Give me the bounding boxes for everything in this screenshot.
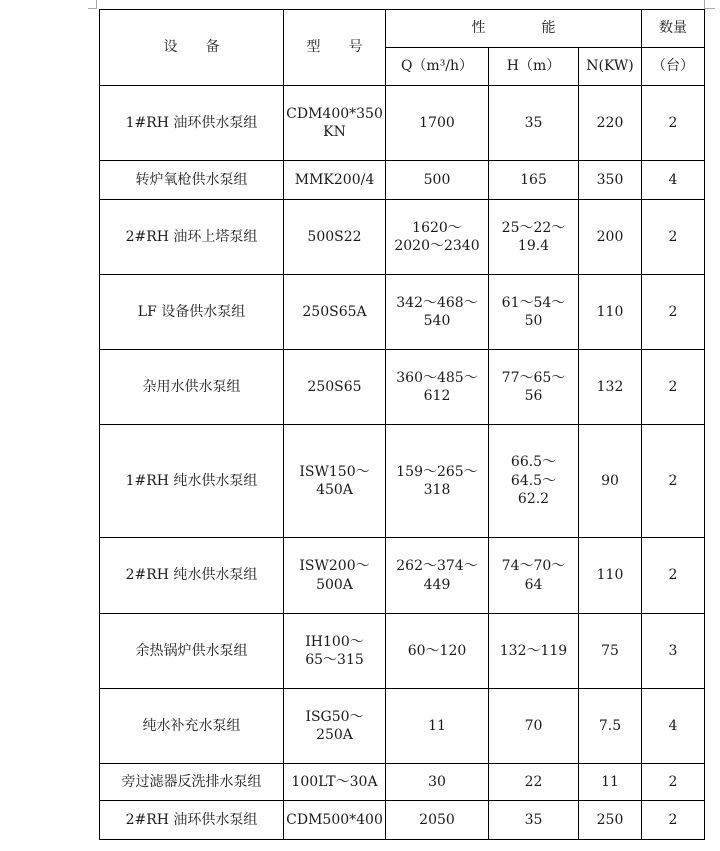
cell-model: 100LT～30A <box>284 764 386 801</box>
cell-flow: 342～468～ 540 <box>386 275 489 350</box>
cell-equipment: 2#RH 纯水供水泵组 <box>100 538 284 614</box>
cell-head: 61～54～ 50 <box>489 275 579 350</box>
cell-flow: 1620～ 2020～2340 <box>386 200 489 275</box>
table-row <box>100 764 705 801</box>
cell-head: 70 <box>489 689 579 764</box>
cell-flow: 60～120 <box>386 614 489 689</box>
cell-power: 110 <box>579 275 642 350</box>
cell-equipment: 1#RH 纯水供水泵组 <box>100 425 284 538</box>
cell-equipment: 余热锅炉供水泵组 <box>100 614 284 689</box>
header-flow: Q（m³/h） <box>386 48 489 86</box>
cell-equipment: 2#RH 油环供水泵组 <box>100 801 284 840</box>
cell-head: 22 <box>489 764 579 801</box>
table-row <box>100 425 705 538</box>
cell-equipment: 1#RH 油环供水泵组 <box>100 86 284 161</box>
table-row <box>100 86 705 161</box>
table-row <box>100 538 705 614</box>
cell-model: 250S65A <box>284 275 386 350</box>
header-power: N(KW) <box>579 48 642 86</box>
cell-flow: 11 <box>386 689 489 764</box>
header-performance: 性 能 <box>386 10 642 48</box>
cell-power: 7.5 <box>579 689 642 764</box>
cell-flow: 1700 <box>386 86 489 161</box>
cell-equipment: 杂用水供水泵组 <box>100 350 284 425</box>
cell-head: 66.5～ 64.5～ 62.2 <box>489 425 579 538</box>
cell-model: CDM400*350 KN <box>284 86 386 161</box>
cell-quantity: 4 <box>642 161 705 200</box>
cell-equipment: 转炉氧枪供水泵组 <box>100 161 284 200</box>
cell-quantity: 2 <box>642 425 705 538</box>
cell-quantity: 2 <box>642 350 705 425</box>
cell-power: 11 <box>579 764 642 801</box>
cell-quantity: 2 <box>642 275 705 350</box>
cell-flow: 262～374～ 449 <box>386 538 489 614</box>
table-row <box>100 275 705 350</box>
cell-power: 110 <box>579 538 642 614</box>
cell-flow: 30 <box>386 764 489 801</box>
cell-model: ISG50～ 250A <box>284 689 386 764</box>
cell-power: 220 <box>579 86 642 161</box>
cell-power: 200 <box>579 200 642 275</box>
table-row <box>100 200 705 275</box>
cell-power: 132 <box>579 350 642 425</box>
cell-head: 74～70～ 64 <box>489 538 579 614</box>
cell-head: 25～22～ 19.4 <box>489 200 579 275</box>
cell-quantity: 4 <box>642 689 705 764</box>
cell-head: 77～65～ 56 <box>489 350 579 425</box>
cell-head: 165 <box>489 161 579 200</box>
header-head: H（m） <box>489 48 579 86</box>
cell-quantity: 2 <box>642 801 705 840</box>
crop-mark-top-right <box>704 0 715 9</box>
table-row <box>100 350 705 425</box>
cell-quantity: 2 <box>642 86 705 161</box>
cell-model: MMK200/4 <box>284 161 386 200</box>
cell-equipment: 旁过滤器反洗排水泵组 <box>100 764 284 801</box>
header-model: 型 号 <box>284 10 386 86</box>
cell-flow: 500 <box>386 161 489 200</box>
cell-quantity: 2 <box>642 764 705 801</box>
header-unit: （台） <box>642 48 705 86</box>
cell-power: 350 <box>579 161 642 200</box>
crop-mark-top-left <box>88 0 97 9</box>
pump-equipment-table <box>99 9 705 840</box>
cell-flow: 159～265～ 318 <box>386 425 489 538</box>
cell-equipment: LF 设备供水泵组 <box>100 275 284 350</box>
cell-flow: 2050 <box>386 801 489 840</box>
cell-quantity: 3 <box>642 614 705 689</box>
header-equipment: 设 备 <box>100 10 284 86</box>
cell-model: CDM500*400 <box>284 801 386 840</box>
cell-equipment: 纯水补充水泵组 <box>100 689 284 764</box>
header-row-top <box>100 10 705 48</box>
cell-model: ISW200～ 500A <box>284 538 386 614</box>
cell-head: 35 <box>489 86 579 161</box>
cell-power: 250 <box>579 801 642 840</box>
cell-power: 75 <box>579 614 642 689</box>
cell-model: 250S65 <box>284 350 386 425</box>
cell-quantity: 2 <box>642 200 705 275</box>
header-quantity: 数量 <box>642 10 705 48</box>
table-row <box>100 689 705 764</box>
table-row <box>100 801 705 840</box>
cell-power: 90 <box>579 425 642 538</box>
cell-flow: 360～485～ 612 <box>386 350 489 425</box>
cell-head: 132～119 <box>489 614 579 689</box>
cell-model: IH100～ 65～315 <box>284 614 386 689</box>
cell-model: ISW150～ 450A <box>284 425 386 538</box>
table-row <box>100 614 705 689</box>
cell-equipment: 2#RH 油环上塔泵组 <box>100 200 284 275</box>
cell-quantity: 2 <box>642 538 705 614</box>
cell-head: 35 <box>489 801 579 840</box>
cell-model: 500S22 <box>284 200 386 275</box>
table-row <box>100 161 705 200</box>
